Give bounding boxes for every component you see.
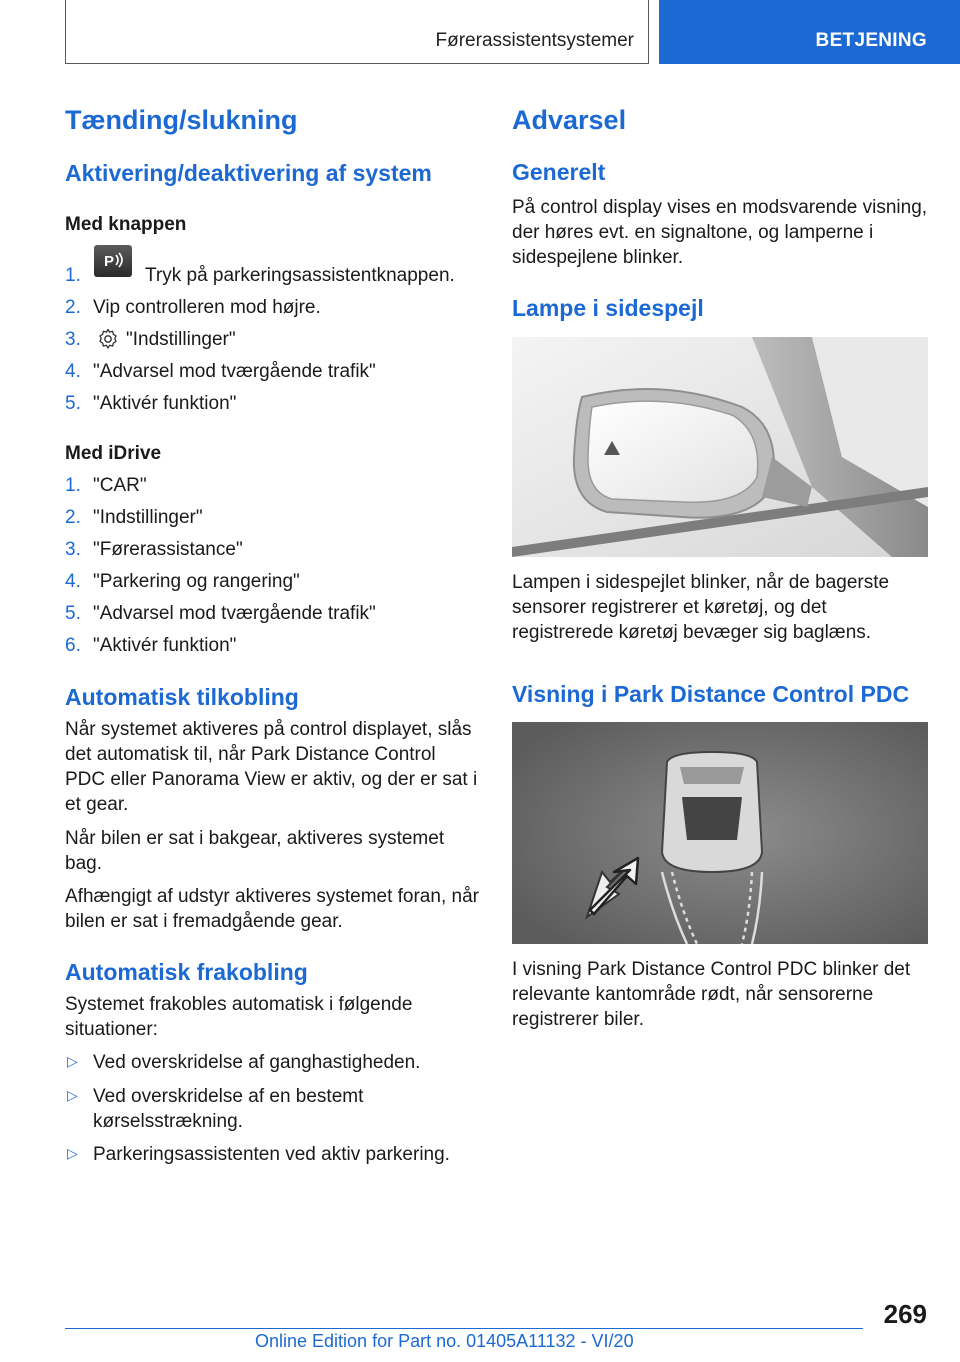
- heading-with-idrive: Med iDrive: [65, 443, 162, 464]
- step-text: "CAR": [93, 475, 147, 496]
- paragraph: Systemet frakobles automatisk i følgende situationer:: [65, 994, 413, 1040]
- step-text: "Parkering og rangering": [93, 571, 300, 592]
- header-section-box: [65, 0, 649, 64]
- footer-divider: [65, 1328, 863, 1329]
- step-number: 5.: [65, 393, 81, 414]
- paragraph: Når systemet aktiveres på control displayet, slås det automatisk til, når Park Distance Control PDC eller Panorama View er aktiv, og der er sat i et gear.: [65, 719, 478, 815]
- bullet-triangle-icon: ▷: [67, 1053, 78, 1069]
- bullet-triangle-icon: ▷: [67, 1087, 78, 1103]
- paragraph: Afhængigt af udstyr aktiveres systemet foran, når bilen er sat i fremadgående gear.: [65, 886, 479, 932]
- subsection-title-auto-off: Automatisk frakobling: [65, 959, 308, 985]
- header-chapter-title: BETJENING: [815, 30, 927, 51]
- step-text: Vip controlleren mod højre.: [93, 297, 321, 318]
- paragraph: På control display vises en modsvarende visning, der høres evt. en signaltone, og lamperne i sidespejlene blinker.: [512, 197, 928, 268]
- heading-with-button: Med knappen: [65, 214, 187, 235]
- step-text: "Indstillinger": [93, 507, 203, 528]
- list-item: Ved overskridelse af ganghastigheden.: [93, 1052, 421, 1073]
- step-number: 4.: [65, 361, 81, 382]
- step-text: "Advarsel mod tværgående trafik": [93, 603, 376, 624]
- subsection-title-auto-on: Automatisk tilkobling: [65, 684, 299, 710]
- step-number: 6.: [65, 635, 81, 656]
- step-text: "Indstillinger": [126, 329, 236, 350]
- step-number: 1.: [65, 265, 81, 286]
- step-text: "Aktivér funktion": [93, 393, 237, 414]
- step-text: "Advarsel mod tværgående trafik": [93, 361, 376, 382]
- step-number: 2.: [65, 297, 81, 318]
- step-text: "Aktivér funktion": [93, 635, 237, 656]
- section-title-warning: Advarsel: [512, 105, 627, 135]
- paragraph: Når bilen er sat i bakgear, aktiveres systemet bag.: [65, 828, 445, 874]
- step-number: 3.: [65, 539, 81, 560]
- figure-caption: I visning Park Distance Control PDC blinker det relevante kantområde rødt, når sensorerne registrerer biler.: [512, 959, 911, 1030]
- page-number: 269: [883, 1299, 927, 1329]
- parking-button-icon: [94, 245, 132, 277]
- subsection-title-mirror-lamp: Lampe i sidespejl: [512, 295, 704, 321]
- pdc-display-illustration: [512, 722, 928, 944]
- side-mirror-illustration: [512, 337, 928, 557]
- step-number: 2.: [65, 507, 81, 528]
- header-section-title: Førerassistentsystemer: [435, 30, 634, 51]
- step-number: 1.: [65, 475, 81, 496]
- header-chapter-tab: [659, 0, 960, 64]
- step-number: 4.: [65, 571, 81, 592]
- step-number: 3.: [65, 329, 81, 350]
- step-text: "Førerassistance": [93, 539, 243, 560]
- list-item: Ved overskridelse af en bestemt kørselsstrækning.: [93, 1086, 364, 1132]
- settings-gear-icon: [96, 327, 120, 351]
- subsection-title-general: Generelt: [512, 159, 606, 185]
- bullet-triangle-icon: ▷: [67, 1145, 78, 1161]
- section-title-on-off: Tænding/slukning: [65, 105, 298, 135]
- list-item: Parkeringsassistenten ved aktiv parkering.: [93, 1144, 450, 1165]
- footer-edition: Online Edition for Part no. 01405A11132 - VI/20: [255, 1331, 634, 1351]
- subsection-title-pdc-view: Visning i Park Distance Control PDC: [512, 681, 910, 707]
- step-number: 5.: [65, 603, 81, 624]
- figure-caption: Lampen i sidespejlet blinker, når de bagerste sensorer registrerer et køretøj, og det registrerede køretøj bevæger sig baglæns.: [512, 572, 890, 643]
- svg-text:P: P: [104, 253, 115, 270]
- subsection-title-activation: Aktivering/deaktivering af system: [65, 160, 432, 186]
- step-text: Tryk på parkeringsassistentknappen.: [145, 265, 455, 286]
